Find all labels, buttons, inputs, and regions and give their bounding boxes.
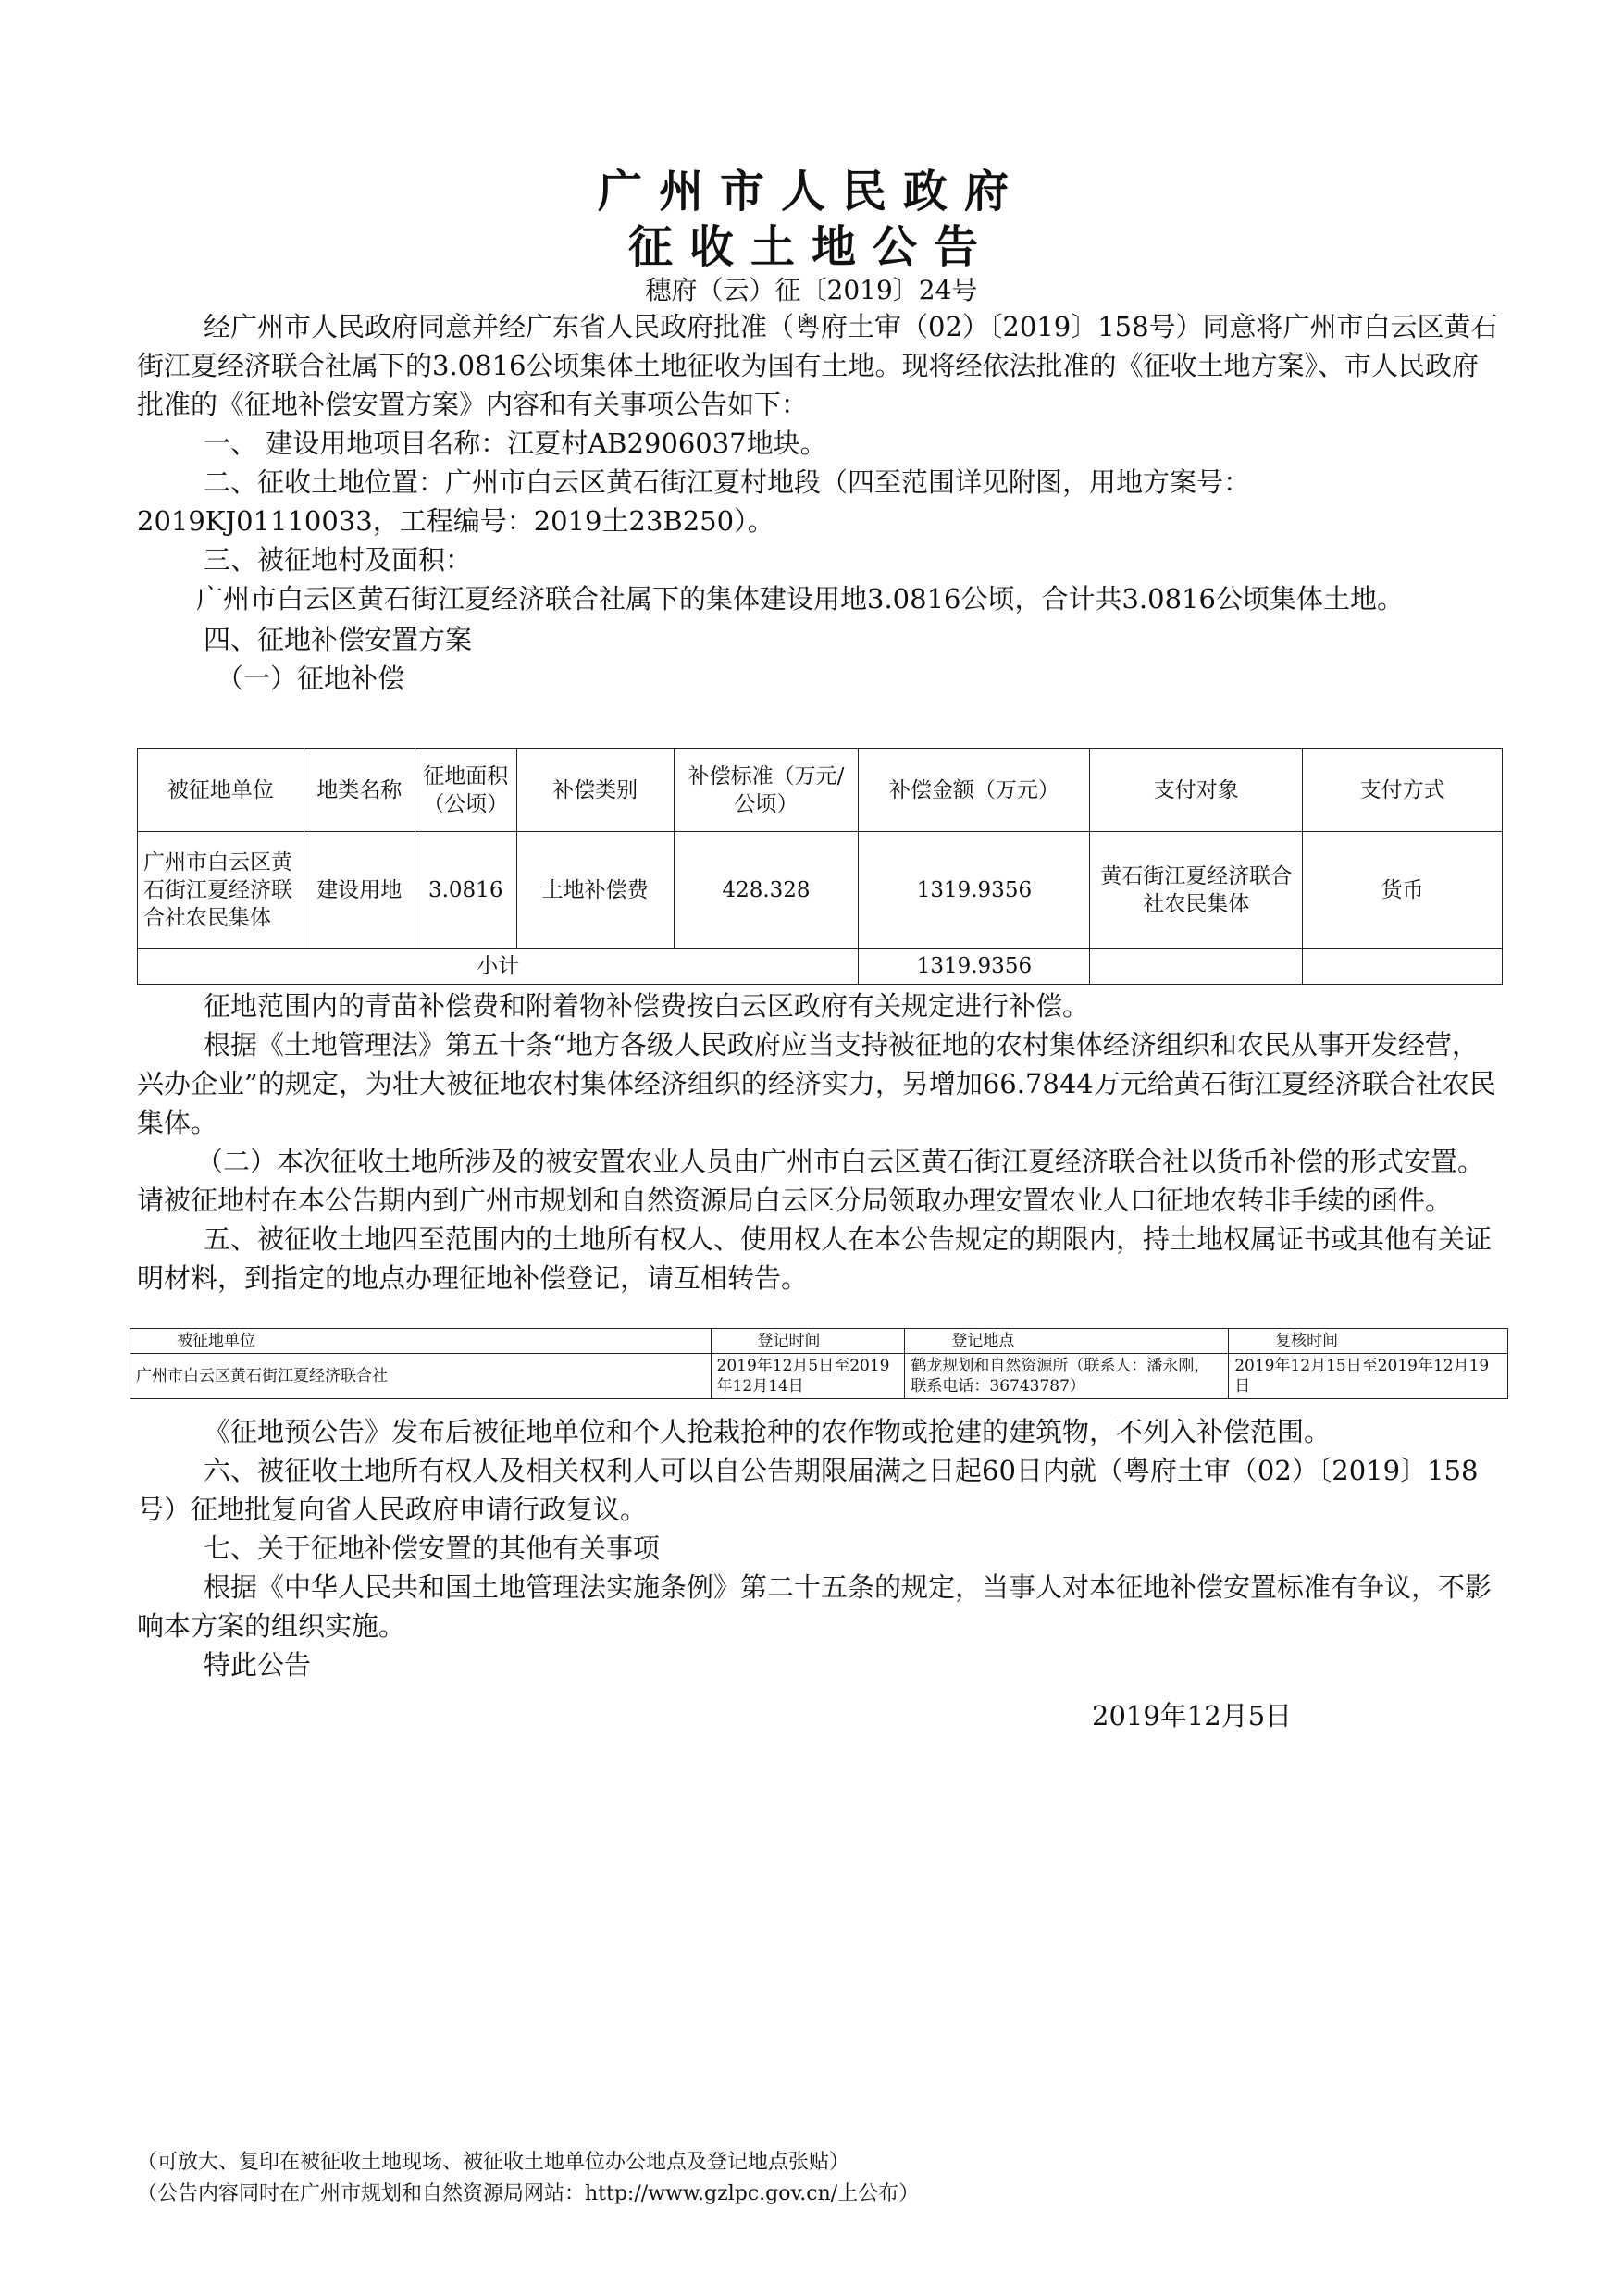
- cell: 鹤龙规划和自然资源所（联系人：潘永刚，联系电话：36743787）: [905, 1354, 1229, 1399]
- col-header: 被征地单位: [138, 749, 304, 832]
- compensation-table: [137, 748, 1503, 985]
- cell: 黄石街江夏经济联合社农民集体: [1090, 832, 1303, 949]
- subtotal-value: 1319.9356: [859, 949, 1090, 985]
- col-header: 补偿金额（万元）: [859, 749, 1090, 832]
- resettlement-paragraph: （二）本次征收土地所涉及的被安置农业人员由广州市白云区黄石街江夏经济联合社以货币补偿的形式安置。请被征地村在本公告期内到广州市规划和自然资源局白云区分局领取办理安置农业人口征地农转非手续的函件。: [137, 1146, 1485, 1216]
- cell: 土地补偿费: [516, 832, 674, 949]
- item-village-area-detail: 广州市白云区黄石街江夏经济联合社属下的集体建设用地3.0816公顷，合计共3.0816公顷集体土地。: [196, 583, 1404, 614]
- compensation-table-header: [138, 749, 1503, 832]
- col-header: 被征地单位: [130, 1329, 712, 1354]
- item-village-area: 三、被征地村及面积：: [204, 544, 473, 576]
- pre-notice-paragraph: 《征地预公告》发布后被征地单位和个人抢栽抢种的农作物或抢建的建筑物，不列入补偿范围。: [204, 1416, 1332, 1447]
- item-land-compensation: （一）征地补偿: [217, 663, 405, 694]
- closing-section: [137, 1412, 1503, 1684]
- registration-table-header: [130, 1329, 1508, 1354]
- cell: 广州市白云区黄石街江夏经济联合社农民集体: [138, 832, 304, 949]
- document-number: 穗府（云）征〔2019〕24号: [645, 275, 978, 305]
- cell: 建设用地: [304, 832, 415, 949]
- subtotal-row: [138, 949, 1503, 985]
- intro-section: [137, 307, 1503, 698]
- col-header: 地类名称: [304, 749, 415, 832]
- review-paragraph: 六、被征收土地所有权人及相关权利人可以自公告期限届满之日起60日内就（粤府土审（02）〔2019〕158号）征地批复向省人民政府申请行政复议。: [137, 1455, 1479, 1525]
- subtotal-label: 小计: [138, 949, 859, 985]
- item-location: 二、征收土地位置：广州市白云区黄石街江夏村地段（四至范围详见附图，用地方案号：2019KJ01110033，工程编号：2019土23B250）。: [137, 466, 1251, 537]
- col-header: 复核时间: [1229, 1329, 1508, 1354]
- cell: [1090, 949, 1303, 985]
- col-header: 登记地点: [905, 1329, 1229, 1354]
- registration-paragraph: 五、被征收土地四至范围内的土地所有权人、使用权人在本公告规定的期限内，持土地权属证书或其他有关证明材料，到指定的地点办理征地补偿登记，请互相转告。: [137, 1223, 1493, 1294]
- land-law-paragraph: 根据《土地管理法》第五十条“地方各级人民政府应当支持被征地的农村集体经济组织和农民从事开发经营，兴办企业”的规定，为壮大被征地农村集体经济组织的经济实力，另增加66.7844万元给黄石街江夏经济联合社农民集体。: [137, 1029, 1496, 1138]
- notice-title: 征收土地公告: [627, 221, 995, 273]
- closing-phrase: 特此公告: [204, 1649, 312, 1681]
- cell: 广州市白云区黄石街江夏经济联合社: [130, 1354, 712, 1399]
- table-row: [138, 832, 1503, 949]
- cell: [1303, 949, 1503, 985]
- other-matters-heading: 七、关于征地补偿安置的其他有关事项: [204, 1533, 661, 1564]
- regulation-paragraph: 根据《中华人民共和国土地管理法实施条例》第二十五条的规定，当事人对本征地补偿安置标准有争议，不影响本方案的组织实施。: [137, 1571, 1493, 1642]
- registration-table: [130, 1328, 1508, 1399]
- col-header: 补偿类别: [516, 749, 674, 832]
- after-table-section: [137, 987, 1503, 1297]
- cell: 货币: [1303, 832, 1503, 949]
- table-row: [130, 1354, 1508, 1399]
- notice-date: 2019年12月5日: [1092, 1700, 1293, 1731]
- col-header: 征地面积（公顷）: [415, 749, 516, 832]
- seedling-compensation-paragraph: 征地范围内的青苗补偿费和附着物补偿费按白云区政府有关规定进行补偿。: [204, 990, 1090, 1022]
- col-header: 支付对象: [1090, 749, 1303, 832]
- cell: 2019年12月5日至2019年12月14日: [711, 1354, 905, 1399]
- issuer-title: 广州市人民政府: [597, 166, 1025, 217]
- footer-note-posting: （可放大、复印在被征收土地现场、被征收土地单位办公地点及登记地点张贴）: [137, 2151, 850, 2174]
- col-header: 支付方式: [1303, 749, 1503, 832]
- col-header: 登记时间: [711, 1329, 905, 1354]
- cell: 428.328: [674, 832, 859, 949]
- cell: 2019年12月15日至2019年12月19日: [1229, 1354, 1508, 1399]
- item-compensation-plan: 四、征地补偿安置方案: [204, 624, 473, 655]
- cell: 1319.9356: [859, 832, 1090, 949]
- item-project-name: 一、 建设用地项目名称：江夏村AB2906037地块。: [204, 428, 827, 459]
- col-header: 补偿标准（万元/公顷）: [674, 749, 859, 832]
- intro-paragraph: 经广州市人民政府同意并经广东省人民政府批准（粤府土审（02）〔2019〕158号）同意将广州市白云区黄石街江夏经济联合社属下的3.0816公顷集体土地征收为国有土地。现将经依法批准的《征收土地方案》、市人民政府批准的《征地补偿安置方案》内容和有关事项公告如下：: [137, 311, 1498, 420]
- footer-note-website: （公告内容同时在广州市规划和自然资源局网站：http://www.gzlpc.gov.cn/上公布）: [137, 2182, 920, 2205]
- cell: 3.0816: [415, 832, 516, 949]
